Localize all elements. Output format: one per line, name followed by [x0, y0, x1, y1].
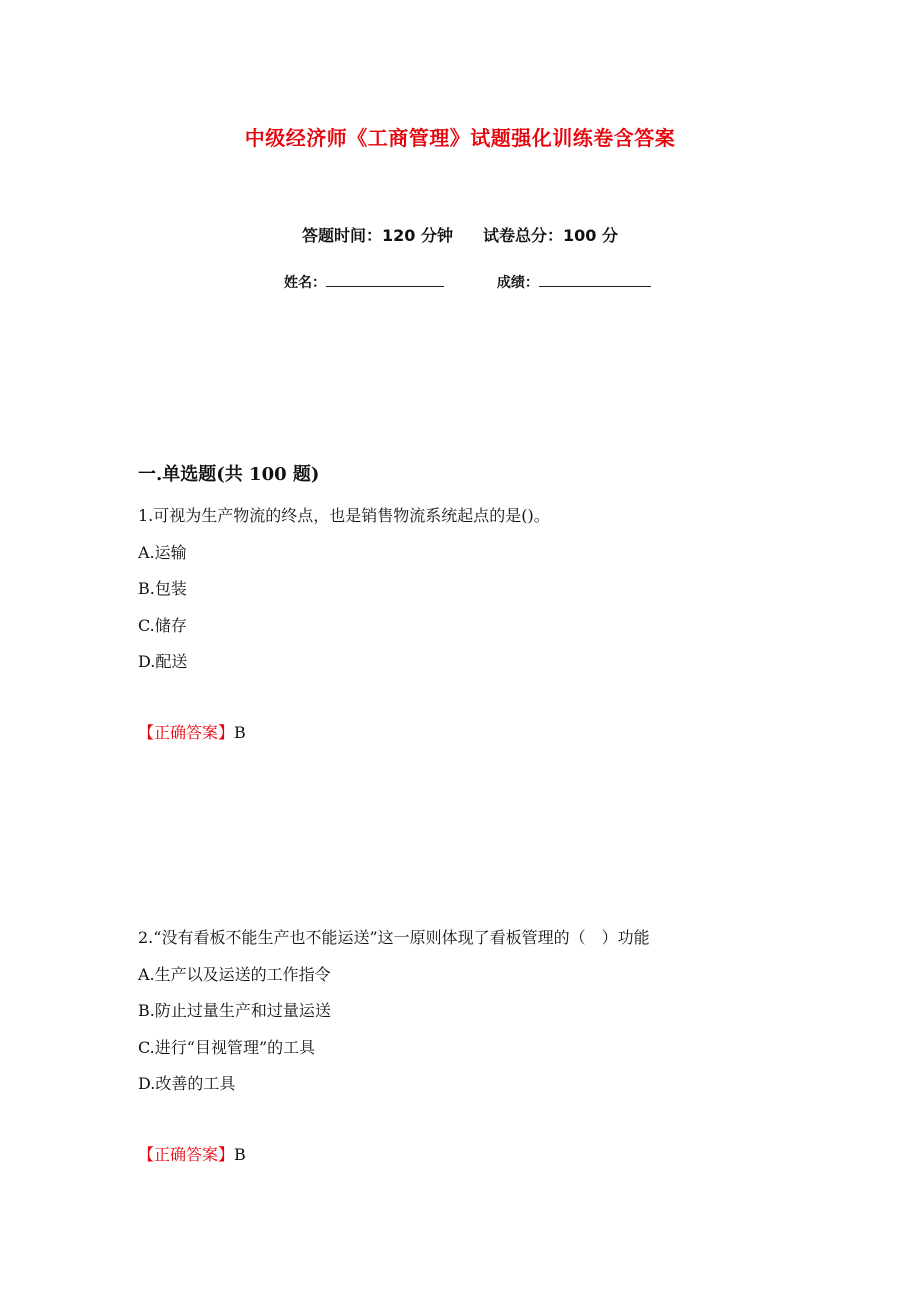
question-stem: 1.可视为生产物流的终点，也是销售物流系统起点的是()。: [138, 506, 550, 525]
question-1: [138, 498, 550, 681]
answer-value: B: [234, 1145, 246, 1164]
answer-value: B: [234, 723, 246, 742]
total-score: 试卷总分：100 分: [483, 226, 618, 245]
name-blank: [326, 272, 444, 287]
grade-blank: [539, 272, 651, 287]
option-c: C.储存: [138, 615, 187, 635]
grade-field: [497, 272, 651, 292]
option-b: B.防止过量生产和过量运送: [138, 1001, 331, 1020]
option-a: A.运输: [138, 542, 187, 562]
exam-meta: [0, 223, 920, 246]
option-b: B.包装: [138, 579, 187, 598]
student-fields: [284, 272, 651, 292]
question-stem: 2.“没有看板不能生产也不能运送”这一原则体现了看板管理的（ ）功能: [138, 928, 650, 947]
time-limit: 答题时间：120 分钟: [302, 226, 453, 245]
answer-1: [138, 720, 246, 743]
section-title: 一.单选题(共 100 题): [138, 464, 320, 485]
question-2: [138, 920, 650, 1103]
option-d: D.配送: [138, 652, 188, 671]
answer-label: 【正确答案】: [138, 1145, 235, 1164]
option-a: A.生产以及运送的工作指令: [138, 964, 331, 984]
name-field: [284, 272, 444, 292]
grade-label: 成绩：: [496, 275, 539, 291]
option-c: C.进行“目视管理”的工具: [138, 1037, 316, 1057]
document-title: 中级经济师《工商管理》试题强化训练卷含答案: [244, 126, 676, 150]
answer-2: [138, 1142, 246, 1165]
name-label: 姓名：: [284, 275, 326, 291]
answer-label: 【正确答案】: [138, 723, 235, 742]
option-d: D.改善的工具: [138, 1074, 236, 1093]
